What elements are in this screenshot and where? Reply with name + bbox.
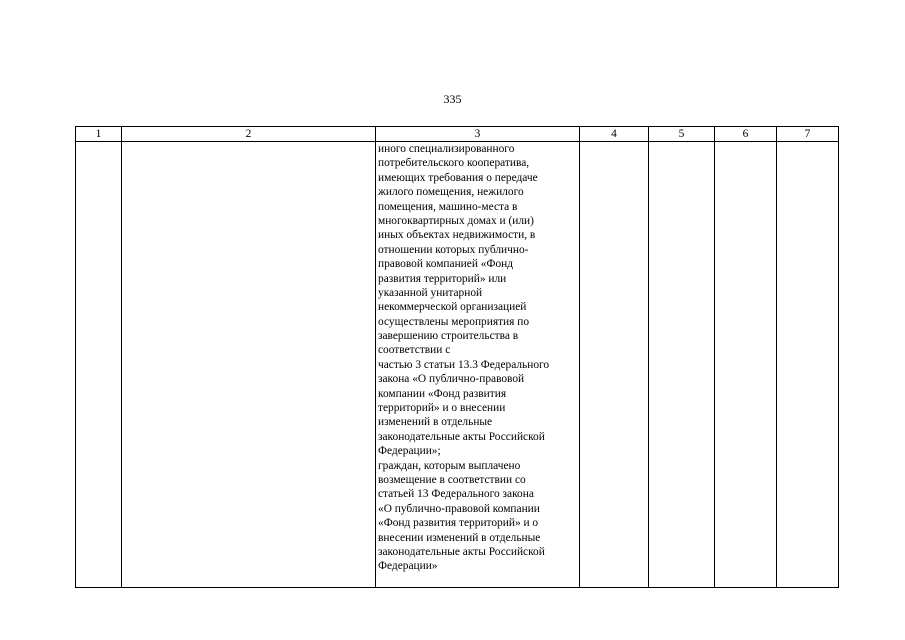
column-header-3: 3 [376, 127, 580, 142]
cell-col-2 [122, 142, 376, 588]
column-header-6: 6 [715, 127, 777, 142]
page-number: 335 [443, 92, 462, 106]
column-header-7: 7 [777, 127, 839, 142]
cell-text-line: потребительского кооператива, [378, 157, 530, 170]
column-header-5: 5 [649, 127, 715, 142]
document-table [75, 126, 839, 588]
cell-col-1 [76, 142, 122, 588]
cell-text-line: внесении изменений в отдельные [378, 531, 541, 544]
cell-col-5 [649, 142, 715, 588]
table-row [76, 142, 839, 588]
cell-text-line: территорий» и о внесении [378, 402, 506, 415]
cell-text-line: частью 3 статьи 13.3 Федерального [378, 358, 550, 371]
cell-text-line: изменений в отдельные [378, 416, 493, 429]
cell-text-line: возмещение в соответствии со [378, 473, 526, 486]
column-header-1: 1 [76, 127, 122, 142]
cell-text-line: некоммерческой организацией [378, 301, 527, 314]
cell-text-line: законодательные акты Российской [378, 430, 545, 443]
cell-text-line: статьей 13 Федерального закона [378, 488, 534, 501]
cell-text-line: Федерации»; [378, 445, 441, 458]
cell-text-line: правовой компанией «Фонд [378, 258, 514, 271]
cell-col-4 [580, 142, 649, 588]
column-header-4: 4 [580, 127, 649, 142]
cell-text-line: «Фонд развития территорий» и о [378, 517, 539, 530]
cell-text-line: завершению строительства в [378, 330, 519, 343]
cell-text-line: указанной унитарной [378, 286, 483, 299]
column-header-2: 2 [122, 127, 376, 142]
cell-col-7 [777, 142, 839, 588]
cell-text-line: иных объектах недвижимости, в [378, 229, 536, 242]
cell-text-line: многоквартирных домах и (или) [378, 214, 534, 227]
cell-text-line: помещения, машино-места в [378, 200, 518, 213]
cell-text-line: Федерации» [378, 560, 438, 573]
table-header-row [76, 127, 839, 142]
cell-text-line: осуществлены мероприятия по [378, 315, 530, 328]
cell-text-line: граждан, которым выплачено [378, 459, 521, 472]
cell-text-line: законодательные акты Российской [378, 545, 545, 558]
cell-col-3 [376, 142, 580, 588]
cell-text-line: иного специализированного [378, 143, 515, 155]
cell-text-line: соответствии с [378, 344, 451, 357]
cell-text-line: закона «О публично-правовой [378, 373, 525, 386]
cell-text-line: «О публично-правовой компании [378, 502, 540, 515]
cell-text-line: компании «Фонд развития [378, 387, 507, 400]
cell-text-line: развития территорий» или [378, 272, 507, 285]
cell-text-line: жилого помещения, нежилого [378, 186, 524, 199]
cell-text-line: имеющих требования о передаче [378, 171, 538, 184]
cell-col-6 [715, 142, 777, 588]
cell-text-line: отношении которых публично- [378, 243, 529, 256]
